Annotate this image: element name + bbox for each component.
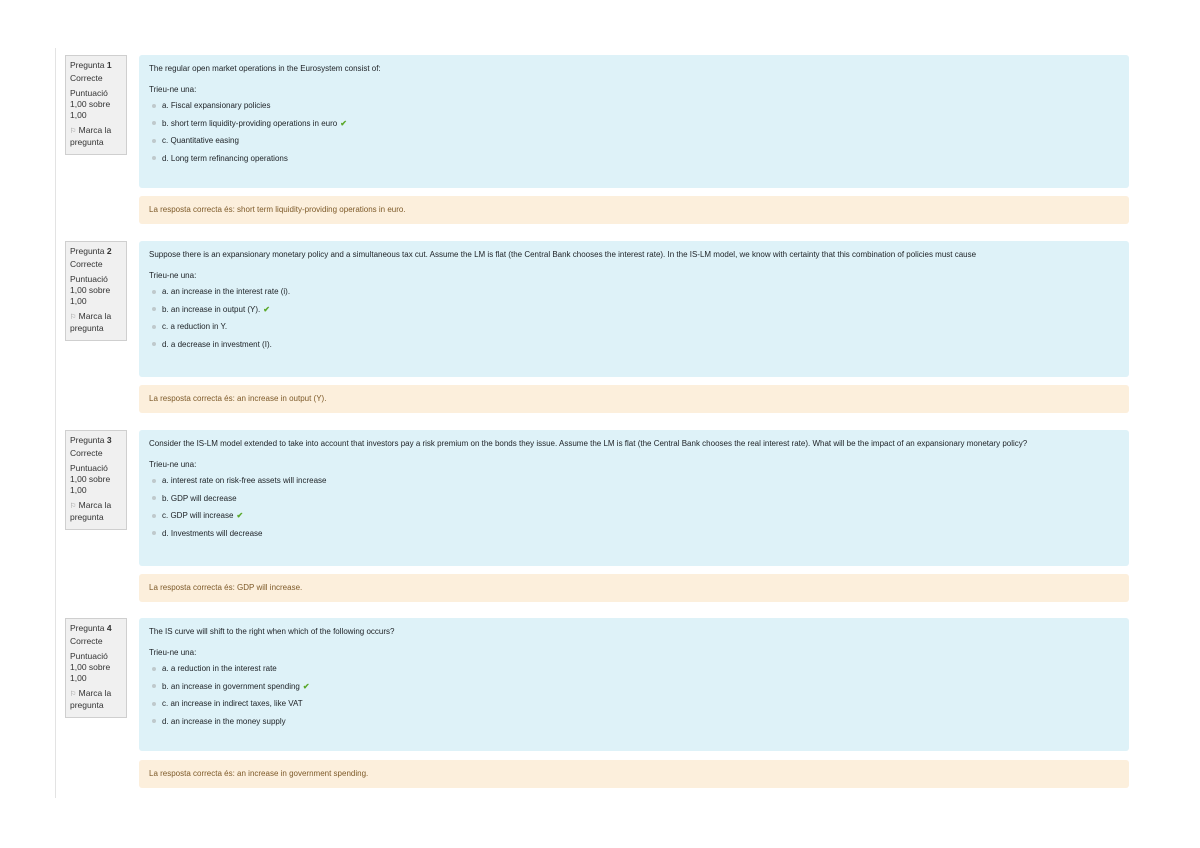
answer-label: c. GDP will increase xyxy=(162,511,234,520)
answer-label: d. Investments will decrease xyxy=(162,528,263,538)
correct-answer-feedback: La resposta correcta és: an increase in output (Y). xyxy=(139,385,1129,413)
question-number xyxy=(70,623,126,634)
flag-label: Marca la pregunta xyxy=(70,311,112,333)
radio-button[interactable] xyxy=(152,104,156,108)
radio-button[interactable] xyxy=(152,479,156,483)
question-content xyxy=(139,241,1129,377)
question-number-label: Pregunta xyxy=(70,623,105,633)
answer-label: d. Long term refinancing operations xyxy=(162,153,288,163)
answer-option-b[interactable] xyxy=(149,678,1119,696)
flag-icon: ⚐ xyxy=(70,128,77,135)
flag-label: Marca la pregunta xyxy=(70,500,112,522)
answer-option-a[interactable] xyxy=(149,660,1119,678)
check-icon: ✔ xyxy=(236,511,244,520)
check-icon: ✔ xyxy=(340,118,347,128)
question-info xyxy=(65,55,127,155)
answer-option-a[interactable] xyxy=(149,97,1119,115)
question-number-label: Pregunta xyxy=(70,435,105,445)
question-info xyxy=(65,430,127,530)
question-content xyxy=(139,55,1129,188)
answer-label: b. GDP will decrease xyxy=(162,493,237,503)
question-number xyxy=(70,246,126,257)
correct-answer-feedback: La resposta correcta és: an increase in government spending. xyxy=(139,760,1129,788)
question-text: Suppose there is an expansionary monetary policy and a simultaneous tax cut. Assume the LM is flat (the Central Bank chooses the interest rate). In the IS-LM model, we know with certainty that this combination of policies must cause xyxy=(149,250,977,259)
question-grade: Puntuació 1,00 sobre 1,00 xyxy=(70,463,111,495)
answer-option-c[interactable] xyxy=(149,132,1119,150)
flag-icon: ⚐ xyxy=(70,691,77,698)
check-icon: ✔ xyxy=(263,304,270,314)
question-content xyxy=(139,430,1129,566)
answer-label: a. a reduction in the interest rate xyxy=(162,664,277,673)
radio-button[interactable] xyxy=(152,702,156,706)
answer-option-d[interactable] xyxy=(149,150,1119,168)
answer-option-b[interactable] xyxy=(149,490,1119,508)
radio-button[interactable] xyxy=(152,307,156,311)
flag-label: Marca la pregunta xyxy=(70,688,112,710)
answer-option-d[interactable] xyxy=(149,525,1119,543)
question-grade: Puntuació 1,00 sobre 1,00 xyxy=(70,88,111,120)
radio-button[interactable] xyxy=(152,342,156,346)
answer-label: a. an increase in the interest rate (i). xyxy=(162,287,291,296)
answer-option-d[interactable] xyxy=(149,713,1119,731)
answer-label: c. an increase in indirect taxes, like VAT xyxy=(162,699,303,708)
question-text: The IS curve will shift to the right when which of the following occurs? xyxy=(149,627,395,636)
question-text: The regular open market operations in the Eurosystem consist of: xyxy=(149,64,381,73)
radio-button[interactable] xyxy=(152,325,156,329)
radio-button[interactable] xyxy=(152,514,156,518)
radio-button[interactable] xyxy=(152,290,156,294)
question-text: Consider the IS-LM model extended to take into account that investors pay a risk premium on the bonds they issue. Assume the LM is flat (the Central Bank chooses the real interest rate). What will be the impact of an expansionary monetary policy? xyxy=(149,439,1028,448)
flag-icon: ⚐ xyxy=(70,503,77,510)
radio-button[interactable] xyxy=(152,139,156,143)
answer-label: b. short term liquidity-providing operations in euro xyxy=(162,118,338,128)
radio-button[interactable] xyxy=(152,156,156,160)
question-number xyxy=(70,435,126,446)
question-grade: Puntuació 1,00 sobre 1,00 xyxy=(70,274,111,306)
flag-question-link[interactable] xyxy=(70,125,126,148)
question-content xyxy=(139,618,1129,751)
answer-label: d. a decrease in investment (I). xyxy=(162,339,272,349)
answer-option-b[interactable] xyxy=(149,115,1119,133)
answer-option-a[interactable] xyxy=(149,472,1119,490)
flag-question-link[interactable] xyxy=(70,311,126,334)
question-number xyxy=(70,60,126,71)
question-number-label: Pregunta xyxy=(70,246,105,256)
correct-answer-feedback: La resposta correcta és: GDP will increase. xyxy=(139,574,1129,602)
answer-option-a[interactable] xyxy=(149,283,1119,301)
answer-option-c[interactable] xyxy=(149,507,1119,525)
answer-prompt: Trieu-ne una: xyxy=(149,271,197,280)
answer-option-d[interactable] xyxy=(149,336,1119,354)
question-state: Correcte xyxy=(70,73,103,83)
question-info xyxy=(65,241,127,341)
answer-prompt: Trieu-ne una: xyxy=(149,85,197,94)
question-info xyxy=(65,618,127,718)
flag-label: Marca la pregunta xyxy=(70,125,112,147)
answer-prompt: Trieu-ne una: xyxy=(149,648,197,657)
left-rule xyxy=(55,48,56,798)
question-number-value: 3 xyxy=(106,435,112,445)
flag-question-link[interactable] xyxy=(70,500,126,523)
flag-question-link[interactable] xyxy=(70,688,126,711)
question-number-label: Pregunta xyxy=(70,60,105,70)
answer-prompt: Trieu-ne una: xyxy=(149,460,197,469)
answer-label: c. Quantitative easing xyxy=(162,136,239,145)
question-number-value: 1 xyxy=(106,60,112,70)
correct-answer-feedback: La resposta correcta és: short term liquidity-providing operations in euro. xyxy=(139,196,1129,224)
check-icon: ✔ xyxy=(302,681,310,691)
question-state: Correcte xyxy=(70,636,103,646)
radio-button[interactable] xyxy=(152,684,156,688)
answer-label: c. a reduction in Y. xyxy=(162,322,228,331)
radio-button[interactable] xyxy=(152,496,156,500)
answer-label: a. Fiscal expansionary policies xyxy=(162,101,271,110)
answer-option-b[interactable] xyxy=(149,301,1119,319)
answer-label: a. interest rate on risk-free assets will increase xyxy=(162,476,327,485)
flag-icon: ⚐ xyxy=(70,314,77,321)
question-number-value: 4 xyxy=(106,623,112,633)
answer-label: b. an increase in output (Y). xyxy=(162,304,261,314)
question-grade: Puntuació 1,00 sobre 1,00 xyxy=(70,651,111,683)
radio-button[interactable] xyxy=(152,531,156,535)
answer-option-c[interactable] xyxy=(149,318,1119,336)
radio-button[interactable] xyxy=(152,667,156,671)
radio-button[interactable] xyxy=(152,719,156,723)
answer-label: b. an increase in government spending xyxy=(162,681,300,691)
question-state: Correcte xyxy=(70,259,103,269)
question-number-value: 2 xyxy=(106,246,112,256)
answer-option-c[interactable] xyxy=(149,695,1119,713)
answer-label: d. an increase in the money supply xyxy=(162,716,286,726)
question-state: Correcte xyxy=(70,448,103,458)
radio-button[interactable] xyxy=(152,121,156,125)
